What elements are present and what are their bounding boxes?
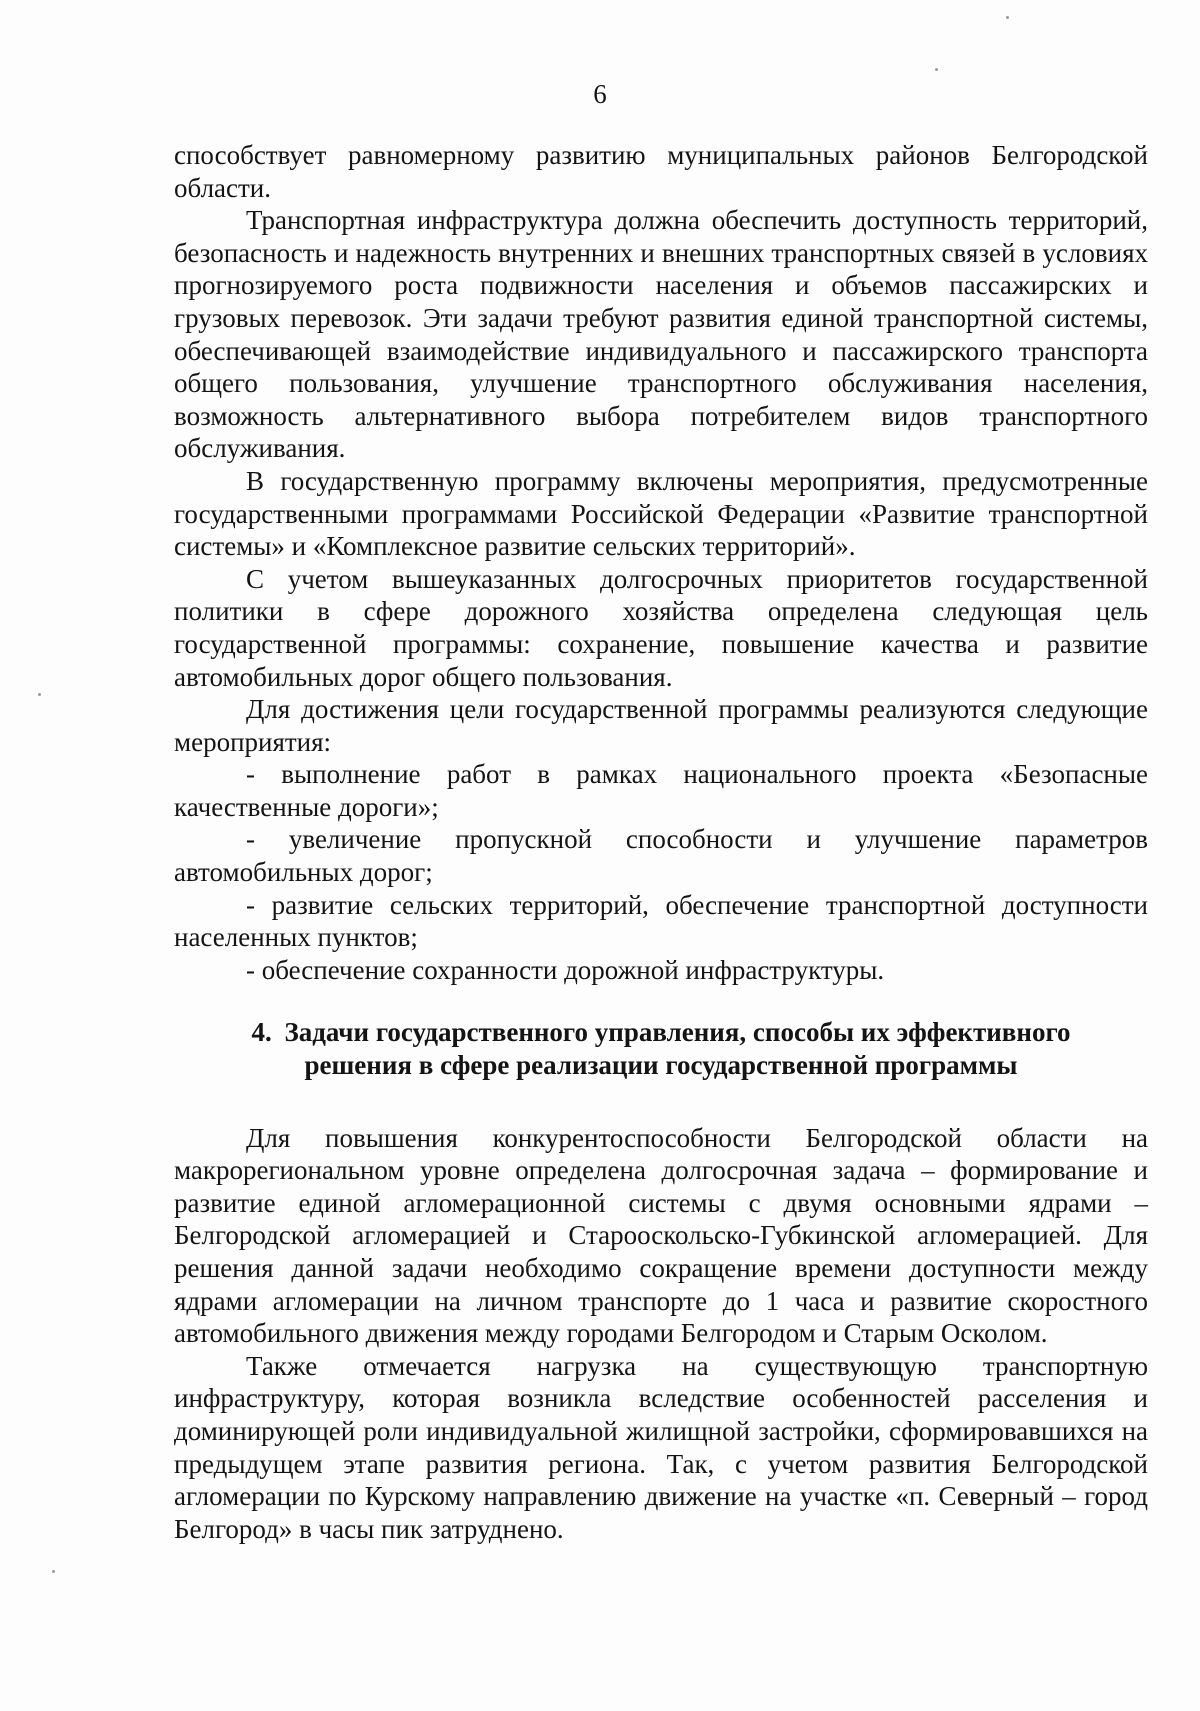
list-item: - увеличение пропускной способности и улучшение параметров автомобильных дорог; — [174, 824, 1148, 888]
scan-speck — [935, 68, 938, 71]
paragraph: Транспортная инфраструктура должна обеспечить доступность территорий, безопасность и надежность внутренних и внешних транспортных связей в условиях прогнозируемого роста подвижности населения и объемов пассажирских и грузовых перевозок. Эти задачи требуют развития единой транспортной системы, обеспечивающей взаимодействие индивидуального и пассажирского транспорта общего пользования, улучшение транспортного обслуживания населения, возможность альтернативного выбора потребителем видов транспортного обслуживания. — [174, 205, 1148, 464]
list-item: - развитие сельских территорий, обеспечение транспортной доступности населенных пунктов; — [174, 889, 1148, 953]
paragraph: В государственную программу включены мероприятия, предусмотренные государственными программами Российской Федерации «Развитие транспортной системы» и «Комплексное развитие сельских территорий». — [174, 465, 1148, 562]
paragraph: Также отмечается нагрузка на существующую транспортную инфраструктуру, которая возникла вследствие особенностей расселения и доминирующей роли индивидуальной жилищной застройки, сформировавшихся на предыдущем этапе развития региона. Так, с учетом развития Белгородской агломерации по Курскому направлению движение на участке «п. Северный – город Белгород» в часы пик затруднено. — [174, 1350, 1148, 1544]
list-item: - обеспечение сохранности дорожной инфраструктуры. — [246, 954, 885, 985]
section-title: Задачи государственного управления, способы их эффективного решения в сфере реализации государственной программы — [284, 1017, 1071, 1081]
paragraph: Для повышения конкурентоспособности Белгородской области на макрорегиональном уровне определена долгосрочная задача – формирование и развитие единой агломерационной системы с двумя основными ядрами – Белгородской агломерацией и Старооскольско-Губкинской агломерацией. Для решения данной задачи необходимо сокращение времени доступности между ядрами агломерации на личном транспорте до 1 часа и развитие скоростного автомобильного движения между городами Белгородом и Старым Осколом. — [174, 1122, 1148, 1349]
list-item: - выполнение работ в рамках национального проекта «Безопасные качественные дороги»; — [174, 759, 1148, 822]
paragraph: С учетом вышеуказанных долгосрочных приоритетов государственной политики в сфере дорожного хозяйства определена следующая цель государственной программы: сохранение, повышение качества и развитие автомобильных дорог общего пользования. — [174, 563, 1148, 692]
scan-speck — [38, 693, 41, 696]
page-number: 6 — [593, 79, 607, 109]
paragraph: Для достижения цели государственной программы реализуются следующие мероприятия: — [174, 694, 1148, 757]
document-body — [174, 139, 1148, 1545]
section-heading — [174, 1016, 1148, 1081]
paragraph: способствует равномерному развитию муниципальных районов Белгородской области. — [174, 140, 1148, 203]
scan-speck — [1006, 16, 1009, 19]
section-number: 4. — [251, 1017, 272, 1048]
scan-speck — [52, 1570, 55, 1573]
